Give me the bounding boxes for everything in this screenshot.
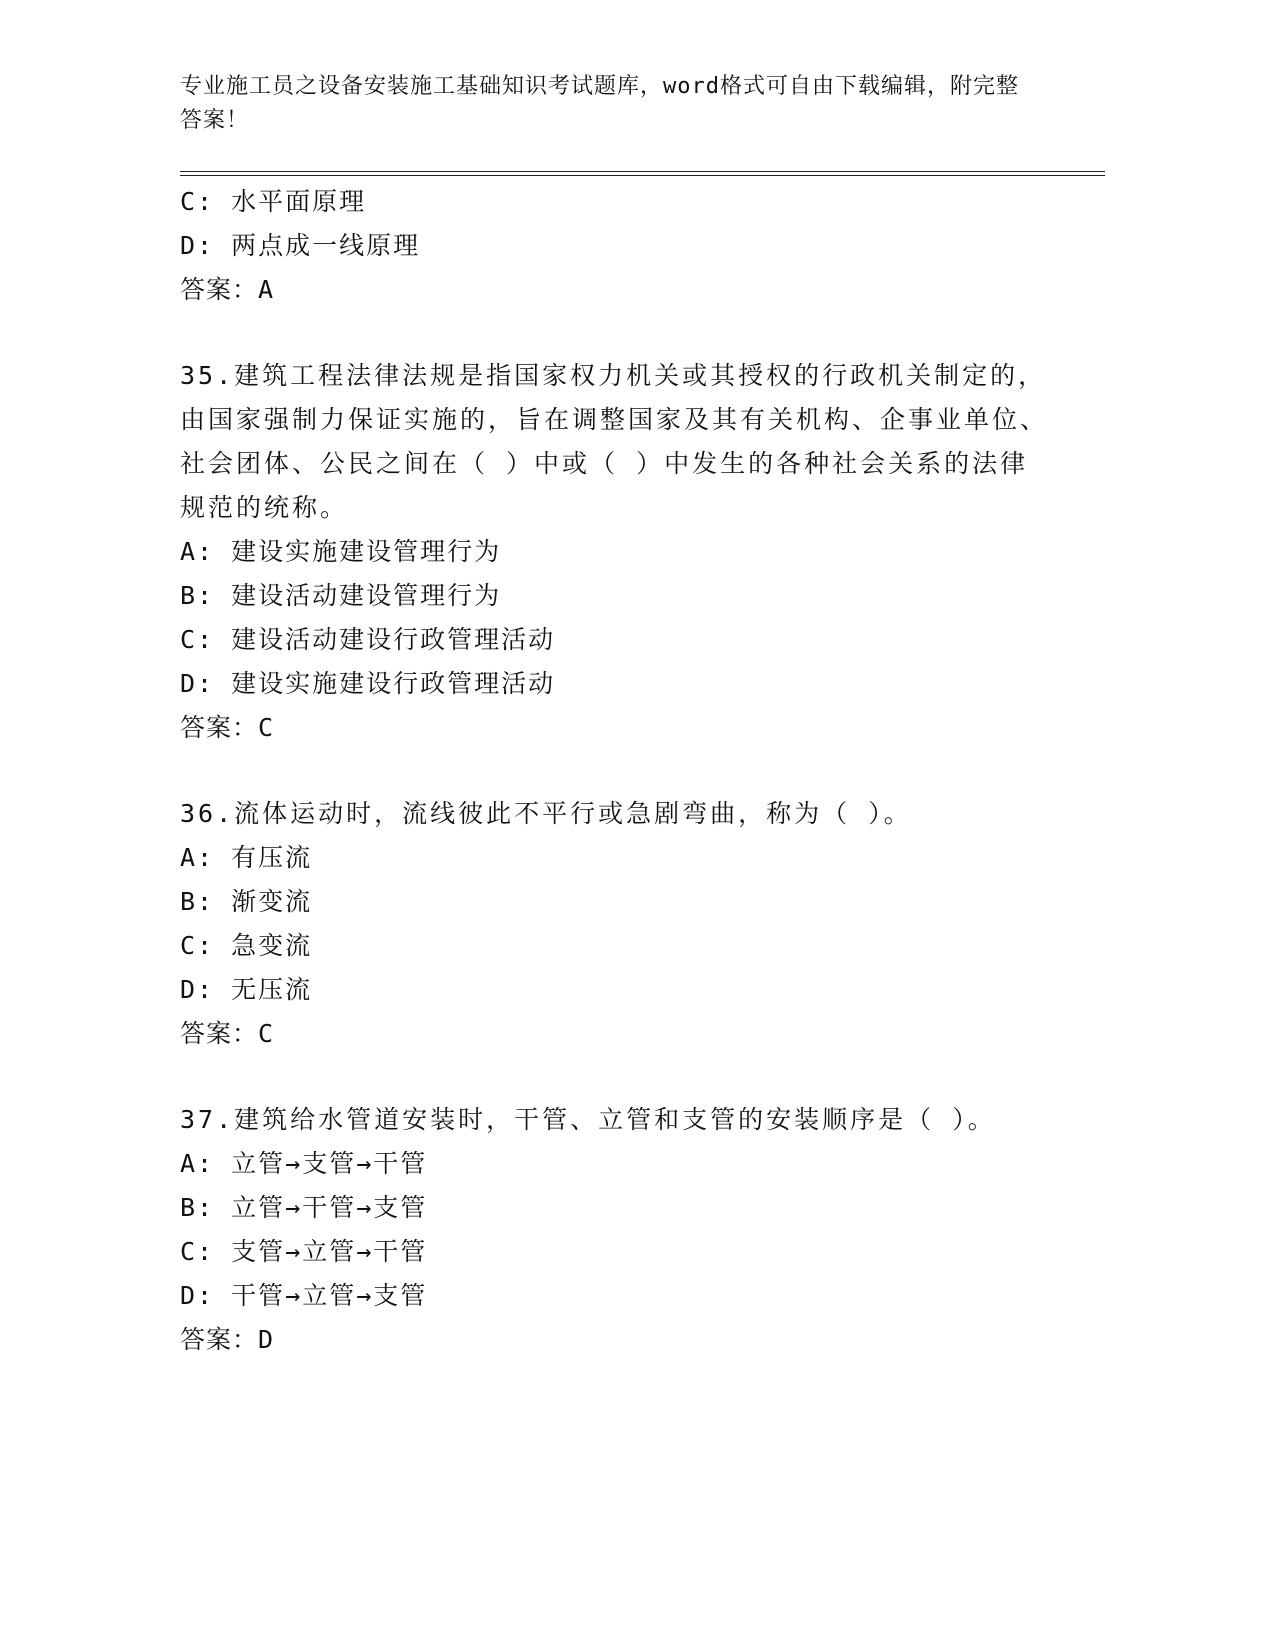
option-text: 建设活动建设行政管理活动 (231, 625, 556, 654)
header-divider-bottom (180, 175, 1105, 176)
option-letter: C: (180, 931, 215, 960)
option-text: 支管→立管→干管 (231, 1237, 428, 1266)
option-text: 立管→支管→干管 (231, 1149, 428, 1178)
option-item (180, 530, 1050, 574)
option-letter: A: (180, 1149, 215, 1178)
option-item (180, 574, 1050, 618)
option-text: 无压流 (231, 975, 313, 1004)
option-item (180, 224, 1050, 268)
option-letter: D: (180, 975, 215, 1004)
header-divider-top (180, 171, 1105, 172)
option-item (180, 618, 1050, 662)
option-letter: C: (180, 625, 215, 654)
carryover-block (180, 180, 1050, 312)
option-letter: D: (180, 669, 215, 698)
option-text: 干管→立管→支管 (231, 1281, 428, 1310)
question-block (180, 354, 1050, 750)
option-text: 水平面原理 (231, 187, 367, 216)
option-letter: B: (180, 1193, 215, 1222)
option-item (180, 1274, 1050, 1318)
option-item (180, 1142, 1050, 1186)
question-stem: 36.流体运动时，流线彼此不平行或急剧弯曲，称为（ ）。 (180, 799, 912, 828)
option-item (180, 880, 1050, 924)
option-item (180, 1186, 1050, 1230)
option-letter: B: (180, 581, 215, 610)
question-stem: 37.建筑给水管道安装时，干管、立管和支管的安装顺序是（ ）。 (180, 1105, 996, 1134)
answer-line: 答案：D (180, 1325, 275, 1354)
option-text: 建设活动建设管理行为 (231, 581, 502, 610)
answer-line: 答案：C (180, 1019, 275, 1048)
option-text: 急变流 (231, 931, 313, 960)
option-text: 建设实施建设行政管理活动 (231, 669, 556, 698)
page-header (180, 70, 1040, 138)
option-letter: C: (180, 1237, 215, 1266)
option-text: 立管→干管→支管 (231, 1193, 428, 1222)
option-item (180, 180, 1050, 224)
option-text: 建设实施建设管理行为 (231, 537, 502, 566)
option-letter: C: (180, 187, 215, 216)
question-block (180, 792, 1050, 1056)
option-letter: B: (180, 887, 215, 916)
option-letter: D: (180, 231, 215, 260)
option-letter: A: (180, 843, 215, 872)
option-item (180, 1230, 1050, 1274)
option-item (180, 662, 1050, 706)
question-stem: 35.建筑工程法律法规是指国家权力机关或其授权的行政机关制定的，由国家强制力保证实施的，旨在调整国家及其有关机构、企事业单位、社会团体、公民之间在（ ）中或（ ）中发生的各种社会关系的法律规范的统称。 (180, 361, 1049, 522)
option-item (180, 924, 1050, 968)
option-item (180, 968, 1050, 1012)
option-letter: A: (180, 537, 215, 566)
option-item (180, 836, 1050, 880)
document-body (180, 180, 1050, 1362)
option-text: 有压流 (231, 843, 313, 872)
answer-line: 答案：C (180, 713, 275, 742)
option-letter: D: (180, 1281, 215, 1310)
question-block (180, 1098, 1050, 1362)
option-text: 渐变流 (231, 887, 313, 916)
answer-line: 答案：A (180, 275, 275, 304)
header-title: 专业施工员之设备安装施工基础知识考试题库，word格式可自由下载编辑，附完整答案！ (180, 74, 1019, 133)
option-text: 两点成一线原理 (231, 231, 421, 260)
